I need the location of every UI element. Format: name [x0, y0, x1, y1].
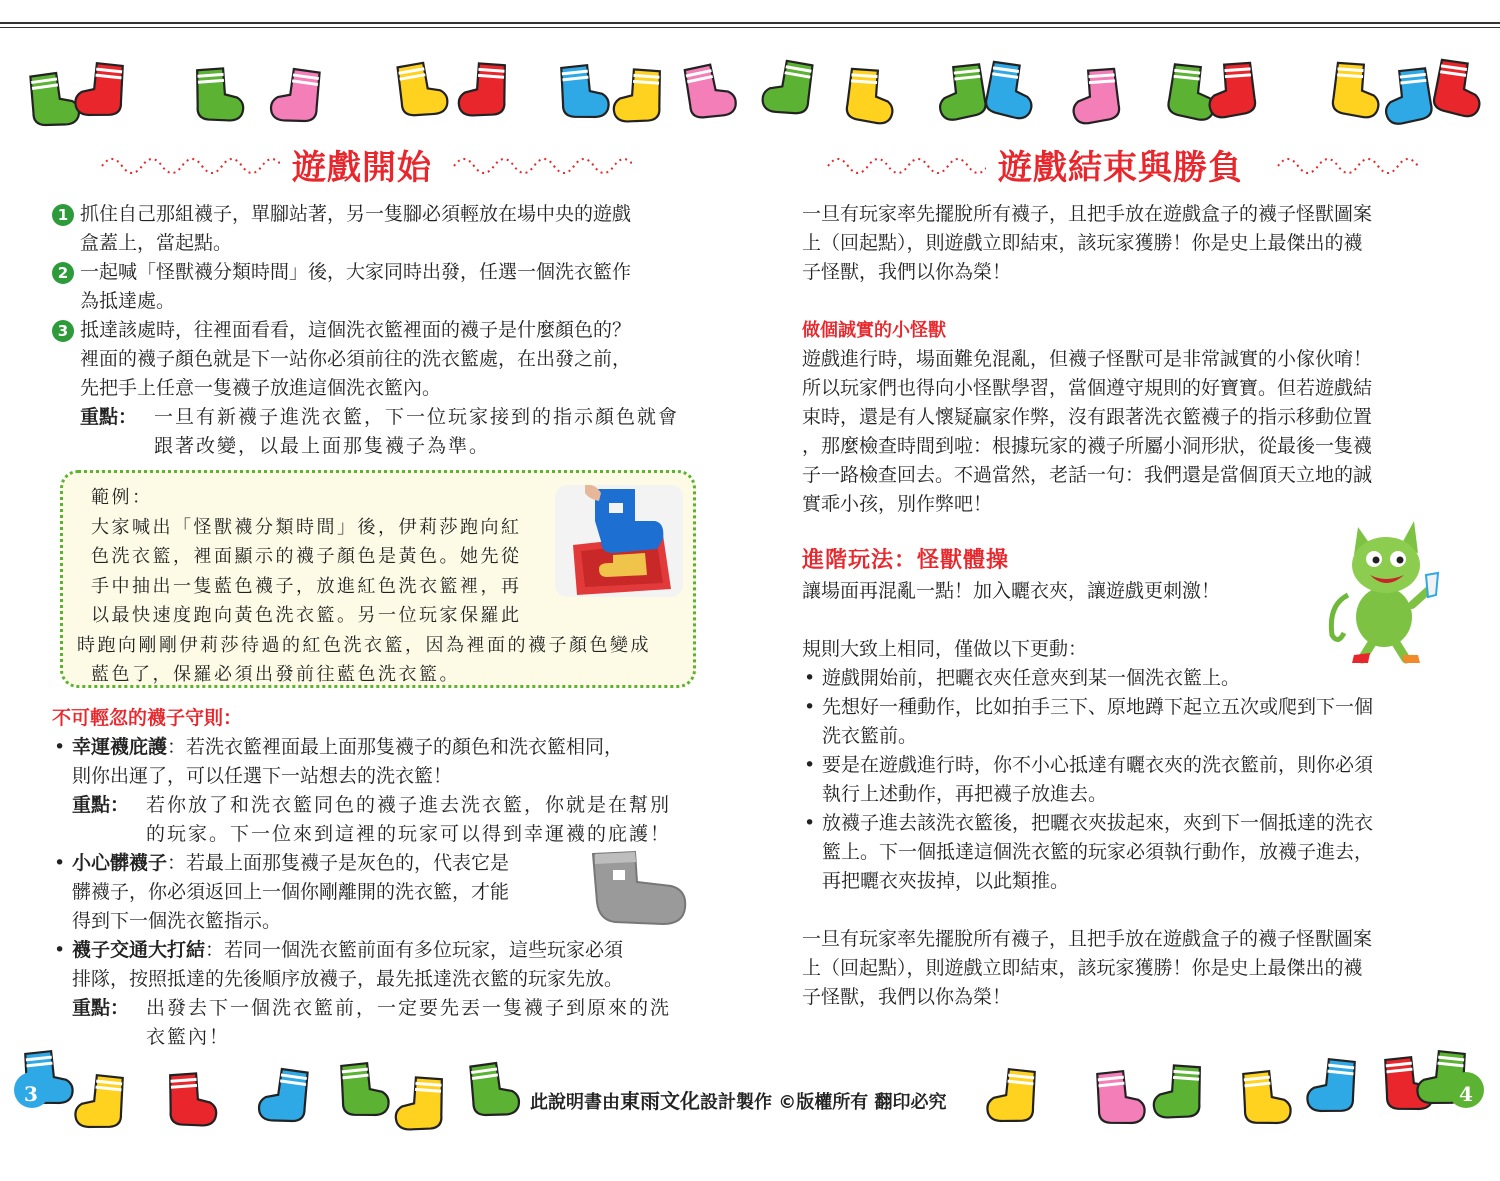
green-monster-illustration: [1318, 515, 1446, 665]
list-item: • 要是在遊戲進行時，你不小心抵達有曬衣夾的洗衣籃前，則你必須 執行上述動作，再把襪子放進去。: [802, 751, 1452, 809]
wavy-decoration-icon: [1276, 150, 1426, 174]
key-label: 重點：: [72, 997, 130, 1019]
step-number-icon: 1: [52, 204, 74, 226]
body-text: 上（回起點），則遊戲立即結束，該玩家獲勝！你是史上最傑出的襪: [802, 232, 1363, 254]
step-text: 盒蓋上，當起點。: [80, 232, 233, 254]
example-text: 藍色了，保羅必須出發前往藍色洗衣籃。: [91, 664, 460, 685]
step-number-icon: 2: [52, 262, 74, 284]
sock-icon: [550, 62, 612, 124]
body-text: 實乖小孩，別作弊吧！: [802, 493, 993, 515]
top-rule-thin: [0, 27, 1500, 28]
rule-text: 排隊，按照抵達的先後順序放襪子，最先抵達洗衣籃的玩家先放。: [72, 968, 624, 990]
body-text: 一旦有玩家率先擺脫所有襪子，且把手放在遊戲盒子的襪子怪獸圖案: [802, 928, 1373, 950]
key-text: 出發去下一個洗衣籃前，一定要先丟一隻襪子到原來的洗: [146, 997, 672, 1019]
rule-title: 幸運襪庇護: [72, 736, 168, 758]
key-text: 跟著改變，以最上面那隻襪子為準。: [154, 435, 491, 457]
gray-sock-picture: [585, 850, 690, 928]
example-label: 範例：: [91, 487, 153, 508]
wavy-decoration-icon: [826, 150, 986, 174]
copyright-footer: 此說明書由東雨文化設計製作 ©版權所有 翻印必究: [530, 1089, 947, 1113]
example-text: 手中抽出一隻藍色襪子，放進紅色洗衣籃裡，再: [91, 575, 522, 597]
step-number-icon: 3: [52, 320, 74, 342]
step-text: 先把手上任意一隻襪子放進這個洗衣籃內。: [80, 377, 442, 399]
key-text: 若你放了和洗衣籃同色的襪子進去洗衣籃，你就是在幫別: [146, 794, 672, 816]
body-text: 子怪獸，我們以你為榮！: [802, 261, 1012, 283]
rule-title: 襪子交通大打結: [72, 939, 206, 961]
body-text: 子一路檢查回去。不過當然，老話一句：我們還是當個頂天立地的誠: [802, 464, 1373, 486]
wavy-decoration-icon: [100, 150, 280, 174]
body-text: 一旦有玩家率先擺脫所有襪子，且把手放在遊戲盒子的襪子怪獸圖案: [802, 203, 1373, 225]
key-text: 一旦有新襪子進洗衣籃，下一位玩家接到的指示顏色就會: [154, 406, 680, 428]
rule-lucky-sock: [52, 733, 712, 791]
body-text: 上（回起點），則遊戲立即結束，該玩家獲勝！你是史上最傑出的襪: [802, 957, 1363, 979]
key-text: 的玩家。下一位來到這裡的玩家可以得到幸運襪的庇護！: [146, 823, 672, 845]
sock-icon: [388, 60, 450, 122]
sock-icon: [158, 1070, 220, 1132]
sock-icon: [185, 65, 247, 127]
step-text: 抵達該處時，往裡面看看，這個洗衣籃裡面的襪子是什麼顏色的？: [80, 319, 632, 341]
key-note: [80, 403, 702, 461]
rule-traffic-jam: [52, 936, 712, 994]
step-text: 裡面的襪子顏色就是下一站你必須前往的洗衣籃處，在出發之前，: [80, 348, 632, 370]
key-label: 重點：: [80, 406, 138, 428]
step-text: 一起喊「怪獸襪分類時間」後，大家同時出發，任選一個洗衣籃作: [80, 261, 632, 283]
left-heading: [100, 140, 640, 188]
rule-text: ：若洗衣籃裡面最上面那隻襪子的顏色和洗衣籃相同，: [167, 736, 624, 758]
key-note: [72, 994, 712, 1052]
body-text: 遊戲進行時，場面難免混亂，但襪子怪獸可是非常誠實的小傢伙唷！: [802, 348, 1373, 370]
list-item: • 先想好一種動作，比如拍手三下、原地蹲下起立五次或爬到下一個 洗衣籃前。: [802, 693, 1452, 751]
top-rule: [0, 22, 1500, 24]
sock-icon: [72, 60, 134, 122]
sock-icon: [392, 1074, 454, 1136]
left-column: [52, 200, 702, 461]
body-text: 規則大致上相同，僅做以下更動：: [802, 638, 1088, 660]
step-1: [52, 200, 702, 258]
page-number-left: 3: [24, 1082, 38, 1106]
page-title: 遊戲開始: [292, 148, 432, 188]
page-title: 遊戲結束與勝負: [998, 148, 1243, 188]
rule-text: 髒襪子，你必須返回上一個你剛離開的洗衣籃，才能: [72, 881, 510, 903]
honest-heading: 做個誠實的小怪獸: [802, 320, 946, 341]
example-text: 大家喊出「怪獸襪分類時間」後，伊莉莎跑向紅: [91, 516, 522, 538]
rule-text: 得到下一個洗衣籃指示。: [72, 910, 282, 932]
sock-icon: [1424, 58, 1486, 120]
sock-icon: [256, 1066, 318, 1128]
sock-icon: [72, 1072, 134, 1134]
step-text: 抓住自己那組襪子，單腳站著，另一隻腳必須輕放在場中央的遊戲: [80, 203, 632, 225]
sock-icon: [1322, 60, 1384, 122]
list-item: • 放襪子進去該洗衣籃後，把曬衣夾拔起來，夾到下一個抵達的洗衣 籃上。下一個抵達這個洗衣籃的玩家必須執行動作，放襪子進去， 再把曬衣夾拔掉，以此類推。: [802, 809, 1452, 896]
sock-icon: [760, 58, 822, 120]
sock-icon: [1068, 66, 1130, 128]
rule-text: ：若同一個洗衣籃前面有多位玩家，這些玩家必須: [205, 939, 624, 961]
sock-icon: [836, 66, 898, 128]
body-text: 束時，還是有人懷疑贏家作弊，沒有跟著洗衣籃襪子的指示移動位置: [802, 406, 1373, 428]
sock-icon: [268, 66, 330, 128]
example-text: 色洗衣籃，裡面顯示的襪子顏色是黃色。她先從: [91, 546, 522, 567]
key-note: [72, 791, 712, 849]
rules-heading: 不可輕忽的襪子守則：: [52, 707, 243, 729]
rule-title: 小心髒襪子: [72, 852, 168, 874]
sock-icon: [455, 60, 517, 122]
sock-icon: [330, 1060, 392, 1122]
advanced-heading: 進階玩法：怪獸體操: [802, 548, 1010, 573]
sock-icon: [1150, 1062, 1212, 1124]
key-text: 衣籃內！: [146, 1026, 231, 1048]
rule-text: ：若最上面那隻襪子是灰色的，代表它是: [167, 852, 510, 874]
sock-icon: [676, 62, 738, 124]
list-item: • 遊戲開始前，把曬衣夾任意夾到某一個洗衣籃上。: [802, 664, 1452, 693]
wavy-decoration-icon: [452, 150, 632, 174]
example-box: [60, 470, 696, 688]
body-text: 讓場面再混亂一點！加入曬衣夾，讓遊戲更刺激！: [802, 580, 1221, 602]
page-number-right: 4: [1459, 1082, 1473, 1106]
example-photo: [555, 485, 683, 597]
key-label: 重點：: [72, 794, 130, 816]
sock-icon: [1086, 1068, 1148, 1130]
sock-icon: [460, 1060, 522, 1122]
rule-text: 則你出運了，可以任選下一站想去的洗衣籃！: [72, 765, 453, 787]
step-3: [52, 316, 702, 403]
step-text: 為抵達處。: [80, 290, 176, 312]
body-text: 子怪獸，我們以你為榮！: [802, 986, 1012, 1008]
body-text: 所以玩家們也得向小怪獸學習，當個遵守規則的好寶寶。但若遊戲結: [802, 377, 1373, 399]
example-text: 以最快速度跑向黃色洗衣籃。另一位玩家保羅此: [91, 605, 522, 626]
right-heading: [826, 140, 1426, 188]
example-text: 時跑向剛剛伊莉莎待過的紅色洗衣籃，因為裡面的襪子顏色變成: [77, 634, 651, 656]
sock-icon: [610, 66, 672, 128]
sock-icon: [1304, 1056, 1366, 1118]
body-text: ，那麼檢查時間到啦：根據玩家的襪子所屬小洞形狀，從最後一隻襪: [802, 435, 1373, 457]
step-2: [52, 258, 702, 316]
sock-icon: [1204, 60, 1266, 122]
sock-icon: [984, 1066, 1046, 1128]
sock-icon: [1232, 1068, 1294, 1130]
sock-icon: [976, 60, 1038, 122]
